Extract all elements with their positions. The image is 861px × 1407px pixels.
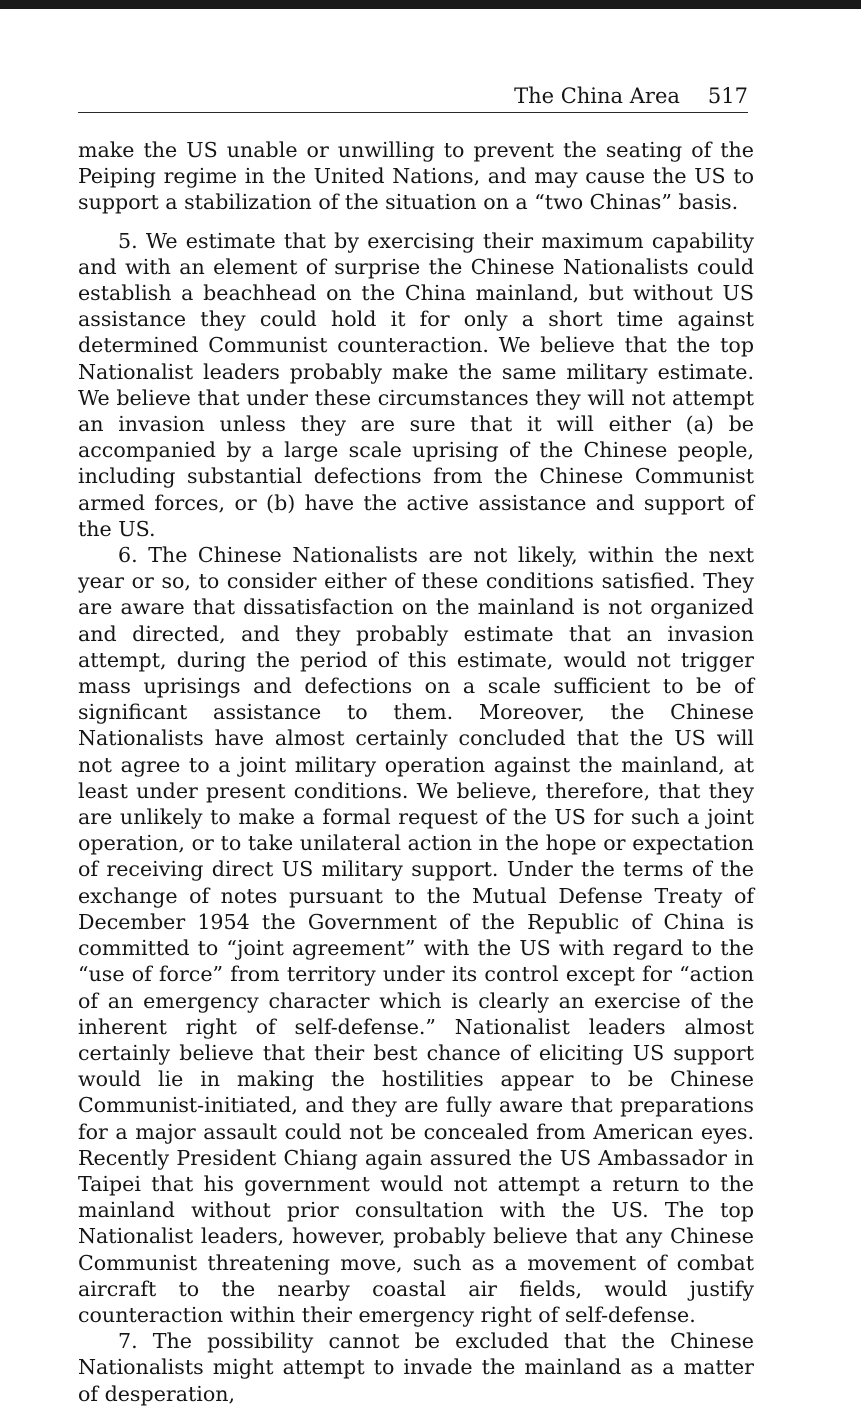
paragraph-6: 6. The Chinese Nationalists are not likely, within the next year or so, to consider either of these conditions satisfied. They are aware that dissatisfaction on the mainland is not organized and directed, and they probably estimate that an invasion attempt, during the period of this estimate, would not trigger mass uprisings and defections on a scale sufficient to be of significant assistance to them. Moreover, the Chinese Nationalists have almost certainly concluded that the US will not agree to a joint military operation against the mainland, at least under present conditions. We believe, therefore, that they are unlikely to make a formal request of the US for such a joint operation, or to take unilateral action in the hope or expectation of receiving direct US military support. Under the terms of the exchange of notes pursuant to the Mutual Defense Treaty of December 1954 the Government of the Republic of China is committed to “joint agreement” with the US with regard to the “use of force” from territory under its control except for “action of an emergency character which is clearly an exercise of the inherent right of self-defense.” Nationalist leaders almost certainly believe that their best chance of eliciting US support would lie in making the hostilities appear to be Chinese Communist-initiated, and they are fully aware that preparations for a major assault could not be concealed from American eyes. Recently President Chiang again assured the US Ambassador in Taipei that his government would not attempt a return to the mainland without prior consultation with the US. The top Nationalist leaders, however, probably believe that any Chinese Communist threatening move, such as a movement of combat aircraft to the nearby coastal air fields, would justify counteraction within their emergency right of self-defense.: [78, 543, 754, 1327]
paragraph-continuation: make the US unable or unwilling to prevent the seating of the Peiping regime in the United Nations, and may cause the US to support a stabilization of the situation on a “two Chinas” basis.: [78, 138, 754, 215]
paragraph-5: 5. We estimate that by exercising their maximum capability and with an element of surprise the Chinese Nationalists could establish a beachhead on the China mainland, but without US assistance they could hold it for only a short time against determined Communist counteraction. We believe that the top Nationalist leaders probably make the same military estimate. We believe that under these circumstances they will not attempt an invasion unless they are sure that it will either (a) be accompanied by a large scale uprising of the Chinese people, including substantial defections from the Chinese Communist armed forces, or (b) have the active assistance and support of the US.: [78, 228, 754, 541]
running-header: [78, 80, 748, 113]
paragraph-7: 7. The possibility cannot be excluded that the Chinese Nationalists might attempt to invade the mainland as a matter of desperation,: [78, 1329, 754, 1406]
page-top-edge: [0, 0, 861, 9]
section-title: The China Area: [514, 84, 680, 108]
running-head-text: [514, 84, 748, 108]
page-number: 517: [707, 84, 748, 108]
body-text: [78, 137, 754, 1407]
